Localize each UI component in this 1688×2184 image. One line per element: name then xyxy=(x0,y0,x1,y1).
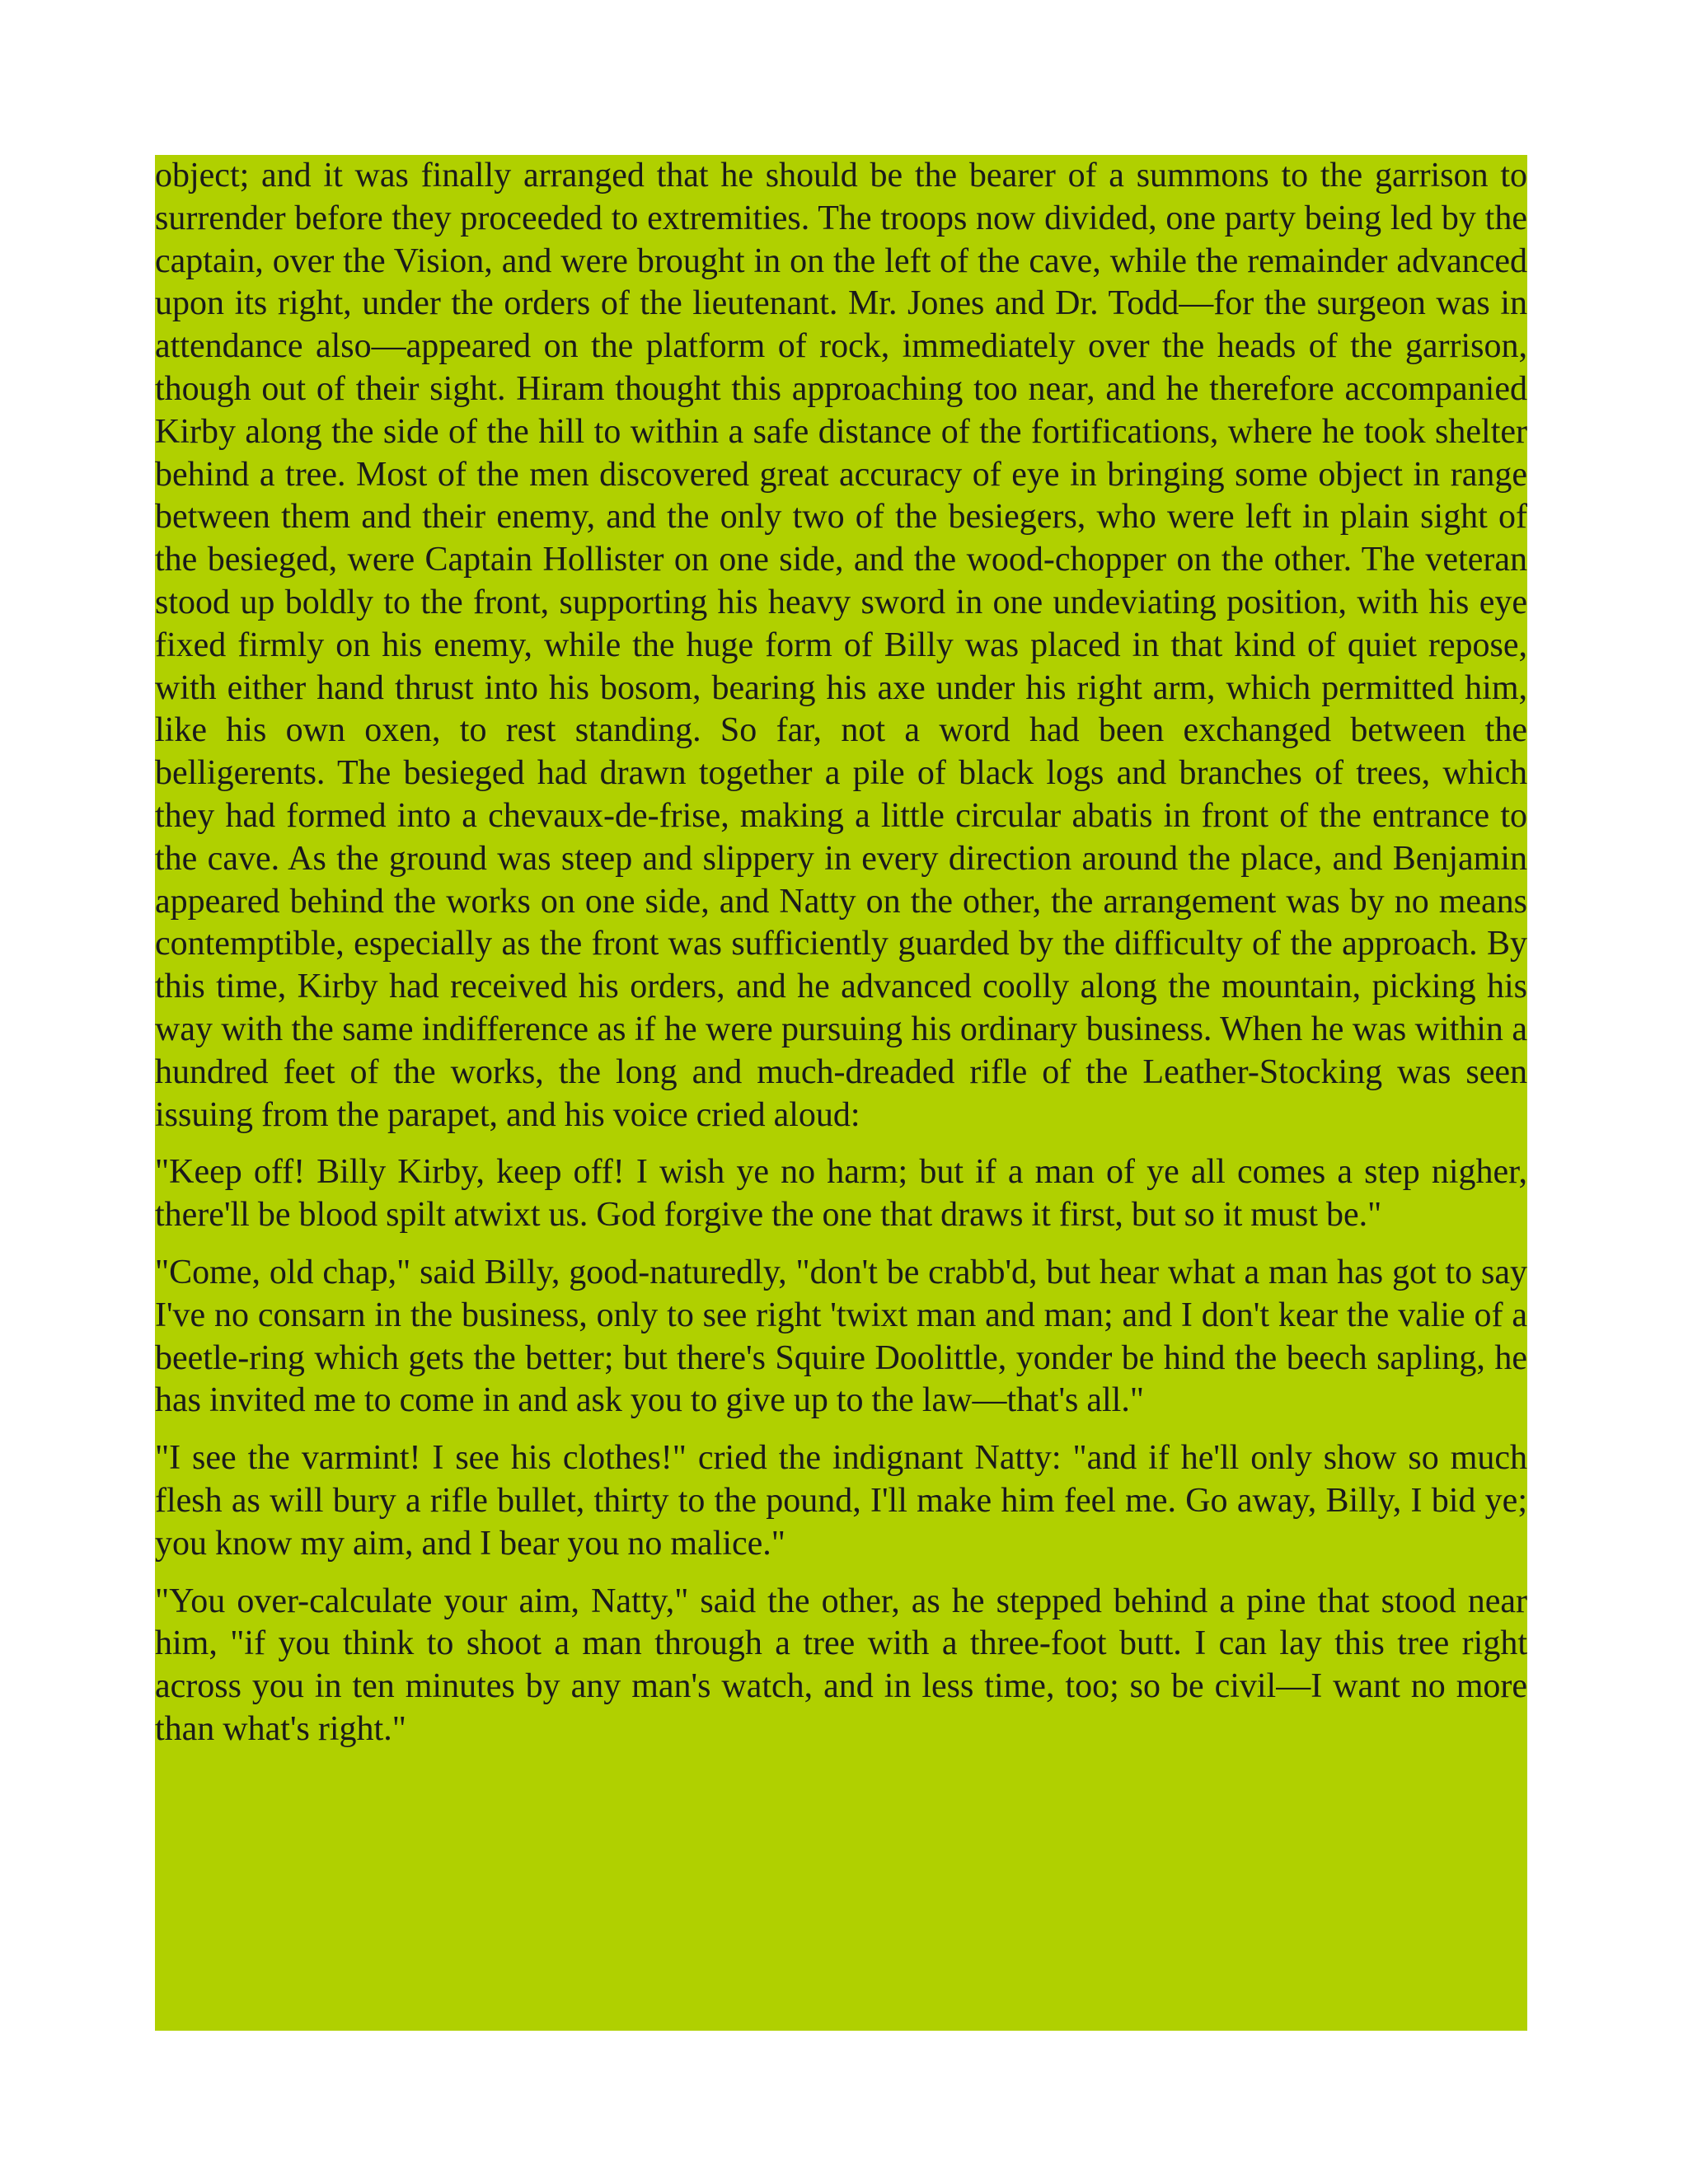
paragraph-4: "I see the varmint! I see his clothes!" cried the indignant Natty: "and if he'll only show so much flesh as will bury a rifle bullet, thirty to the pound, I'll make him feel me. Go away, Billy, I bid ye; you know my aim, and I bear you no malice." xyxy=(155,1439,1527,1563)
paragraph-5: "You over-calculate your aim, Natty," said the other, as he stepped behind a pine that stood near him, "if you think to shoot a man through a tree with a three-foot butt. I can lay this tree right across you in ten minutes by any man's watch, and in less time, too; so be civil—I want no more than what's right." xyxy=(155,1582,1527,1748)
paragraph-2: "Keep off! Billy Kirby, keep off! I wish ye no harm; but if a man of ye all comes a step nigher, there'll be blood spilt atwixt us. God forgive the one that draws it first, but so it must be." xyxy=(155,1153,1527,1235)
text-block xyxy=(155,155,1527,2031)
paragraph-1: object; and it was finally arranged that he should be the bearer of a summons to the garrison to surrender before they proceeded to extremities. The troops now divided, one party being led by the captain, over the Vision, and were brought in on the left of the cave, while the remainder advanced upon its right, under the orders of the lieutenant. Mr. Jones and Dr. Todd—for the surgeon was in attendance also—appeared on the platform of rock, immediately over the heads of the garrison, though out of their sight. Hiram thought this approaching too near, and he therefore accompanied Kirby along the side of the hill to within a safe distance of the fortifications, where he took shelter behind a tree. Most of the men discovered great accuracy of eye in bringing some object in range between them and their enemy, and the only two of the besiegers, who were left in plain sight of the besieged, were Captain Hollister on one side, and the wood-chopper on the other. The veteran stood up boldly to the front, supporting his heavy sword in one undeviating position, with his eye fixed firmly on his enemy, while the huge form of Billy was placed in that kind of quiet repose, with either hand thrust into his bosom, bearing his axe under his right arm, which permitted him, like his own oxen, to rest standing. So far, not a word had been exchanged between the belligerents. The besieged had drawn together a pile of black logs and branches of trees, which they had formed into a chevaux-de-frise, making a little circular abatis in front of the entrance to the cave. As the ground was steep and slippery in every direction around the place, and Benjamin appeared behind the works on one side, and Natty on the other, the arrangement was by no means contemptible, especially as the front was sufficiently guarded by the difficulty of the approach. By this time, Kirby had received his orders, and he advanced coolly along the mountain, picking his way with the same indifference as if he were pursuing his ordinary business. When he was within a hundred feet of the works, the long and much-dreaded rifle of the Leather-Stocking was seen issuing from the parapet, and his voice cried aloud: xyxy=(155,157,1527,1134)
paragraph-3: "Come, old chap," said Billy, good-naturedly, "don't be crabb'd, but hear what a man has got to say I've no consarn in the business, only to see right 'twixt man and man; and I don't kear the valie of a beetle-ring which gets the better; but there's Squire Doolittle, yonder be hind the beech sapling, he has invited me to come in and ask you to give up to the law—that's all." xyxy=(155,1253,1527,1420)
